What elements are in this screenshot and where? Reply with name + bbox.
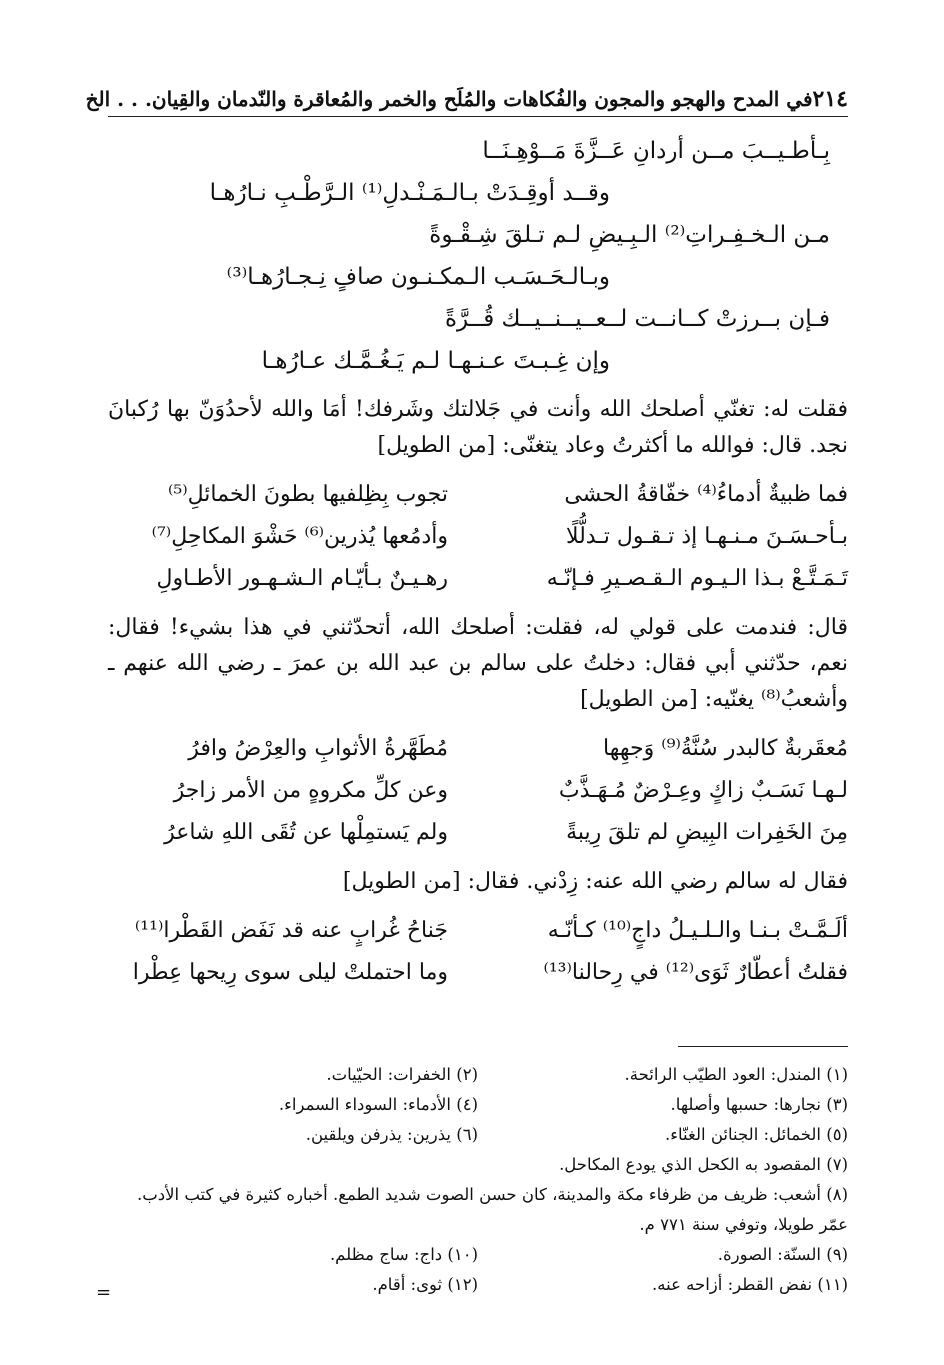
verse-couplet [108,952,848,994]
footnote: (٩) السنّة: الصورة. [717,1245,848,1264]
footnotes [108,1060,848,1300]
verse-couplet [108,812,848,854]
continuation-mark: = [96,1282,112,1303]
first-hemistich: فقلتُ أعطّارٌ ثَوَى⁽¹²⁾ في رِحالنا⁽¹³⁾ [543,960,848,985]
second-hemistich: تجوب بِظِلفيها بطونَ الخمائلِ⁽⁵⁾ [168,482,448,507]
verse-line: وقــد أوقِـدَتْ بـالـمَـنْـدلِ⁽¹⁾ الـرَّطْـبِ نـارُهـا [209,180,610,206]
second-hemistich: ولم يَستمِلْها عن تُقَى اللهِ شاعرُ [164,820,448,845]
footnote: (١٠) داج: ساج مظلم. [329,1245,478,1264]
footnote: (١١) نفض القطر: أزاحه عنه. [652,1275,848,1294]
verse-line: وبـالـحَـسَـب الـمكـنـون صافٍ نِـجـارُهـا⁽³⁾ [226,264,610,290]
verse-couplet [108,474,848,516]
footnote: (١٢) ثوى: أقام. [372,1275,478,1294]
footnote-row [108,1270,848,1300]
verse-line: مـن الـخـفِـراتِ⁽²⁾ الـبِـيضِ لـم تـلقَ شِـقْـوةً [429,222,830,248]
verse-couplet [108,516,848,558]
first-hemistich: لـهـا نَسَـبٌ زاكٍ وعِـرْضٌ مُـهَـذَّبٌ [558,778,848,803]
first-hemistich: مُعقَربةٌ كالبدر سُنَّةُ⁽⁹⁾ وَجهِها [603,736,848,761]
main-text [108,130,848,994]
poem-stanza [108,130,830,382]
footnote: (١) المندل: العود الطيّب الرائحة. [624,1065,848,1084]
first-hemistich: مِنَ الخَفِرات البِيضِ لم تلقَ رِيبةً [566,820,848,845]
first-hemistich: ألَـمَّـتْ بـنـا والـلـيـلُ داجٍ⁽¹⁰⁾ كـأنّـه [547,918,848,943]
verse-line: بِـأطـيــبَ مــن أردانِ عَــزَّةَ مَــوْهِـنَــا [482,138,830,164]
footnote: (٤) الأدماء: السوداء السمراء. [278,1095,478,1114]
prose-paragraph: فقال له سالم رضي الله عنه: زِدْني. فقال: [من الطويل] [342,869,848,894]
prose-paragraph: قال: فندمت على قولي له، فقلت: أصلحك الله، أتحدّثني في هذا بشيء! فقال: نعم، حدّثني أبي فقال: دخلتُ على سالم بن عبد الله بن عمرَ ـ رضي الله عنهم ـ وأشعبُ⁽⁸⁾ يغنّيه: [من الطويل] [108,615,848,712]
footnote-row [108,1060,848,1090]
second-hemistich: وما احتملتْ ليلى سوى رِيحها عِطْرا [132,960,448,985]
verse-line: وإن غِـبـتَ عـنـهـا لـم يَـغُـمَّـك عـارُهـا [261,348,610,374]
footnote-row [108,1090,848,1120]
footnote: (٥) الخمائل: الجنائن الغنّاء. [665,1125,848,1144]
verse-couplet [108,728,848,770]
verse-line: فـإن بــرزتْ كــانــت لــعــيــنــيــك قُــرَّةً [444,306,830,332]
footnote: (٨) أشعب: ظريف من ظرفاء مكة والمدينة، كان حسن الصوت شديد الطمع. أخباره كثيرة في كتب الأدب. عمّر طويلا، وتوفي سنة ٧٧١ م. [136,1185,848,1234]
prose-paragraph: فقلت له: تغنّي أصلحك الله وأنت في جَلالتك وشَرفك! أمَا والله لأحدُوَنّ بها رُكبانَ نجد. قال: فوالله ما أكثرتُ وعاد يتغنّى: [من الطويل] [108,397,848,458]
second-hemistich: وأدمُعها يُذرين⁽⁶⁾ حَشْوَ المكاحِلِ⁽⁷⁾ [151,524,448,549]
first-hemistich: تَـمَـتَّـعْ بـذا الـيـوم الـقـصـيرِ فـإنّـه [546,566,848,591]
second-hemistich: جَناحُ غُرابٍ عنه قد نَفَض القَطْرا⁽¹¹⁾ [134,918,448,943]
verse-couplet [108,558,848,600]
page-header [85,82,848,117]
second-hemistich: رهـيـنٌ بـأيّـام الـشـهـور الأطـاولِ [156,566,448,591]
verse-couplet [108,910,848,952]
footnote-row [108,1240,848,1270]
page-number: ٢١٤ [812,86,848,112]
footnote: (٦) يذرين: يذرفن ويلقين. [305,1125,478,1144]
footnote-row [108,1120,848,1150]
second-hemistich: وعن كلِّ مكروهٍ من الأمر زاجرُ [173,778,448,803]
footnote: (٣) نجارها: حسبها وأصلها. [670,1095,848,1114]
footnote: (٧) المقصود به الكحل الذي يودع المكاحل. [559,1155,848,1174]
footnote-separator [678,1046,848,1047]
second-hemistich: مُطَهَّرةُ الأثوابِ والعِرْضُ وافرُ [188,736,448,761]
footnote: (٢) الخفرات: الحيّيات. [326,1065,478,1084]
first-hemistich: بـأحـسَـنَ مـنـهـا إذ تـقـول تـدلُّلًا [565,524,848,549]
running-title: في المدح والهجو والمجون والفُكاهات والمُلَح والخمر والمُعاقرة والنّدمان والقِيان. . . الخ [85,87,813,111]
first-hemistich: فما ظبيةٌ أدماءُ⁽⁴⁾ خفّاقةُ الحشى [564,482,848,507]
verse-couplet [108,770,848,812]
